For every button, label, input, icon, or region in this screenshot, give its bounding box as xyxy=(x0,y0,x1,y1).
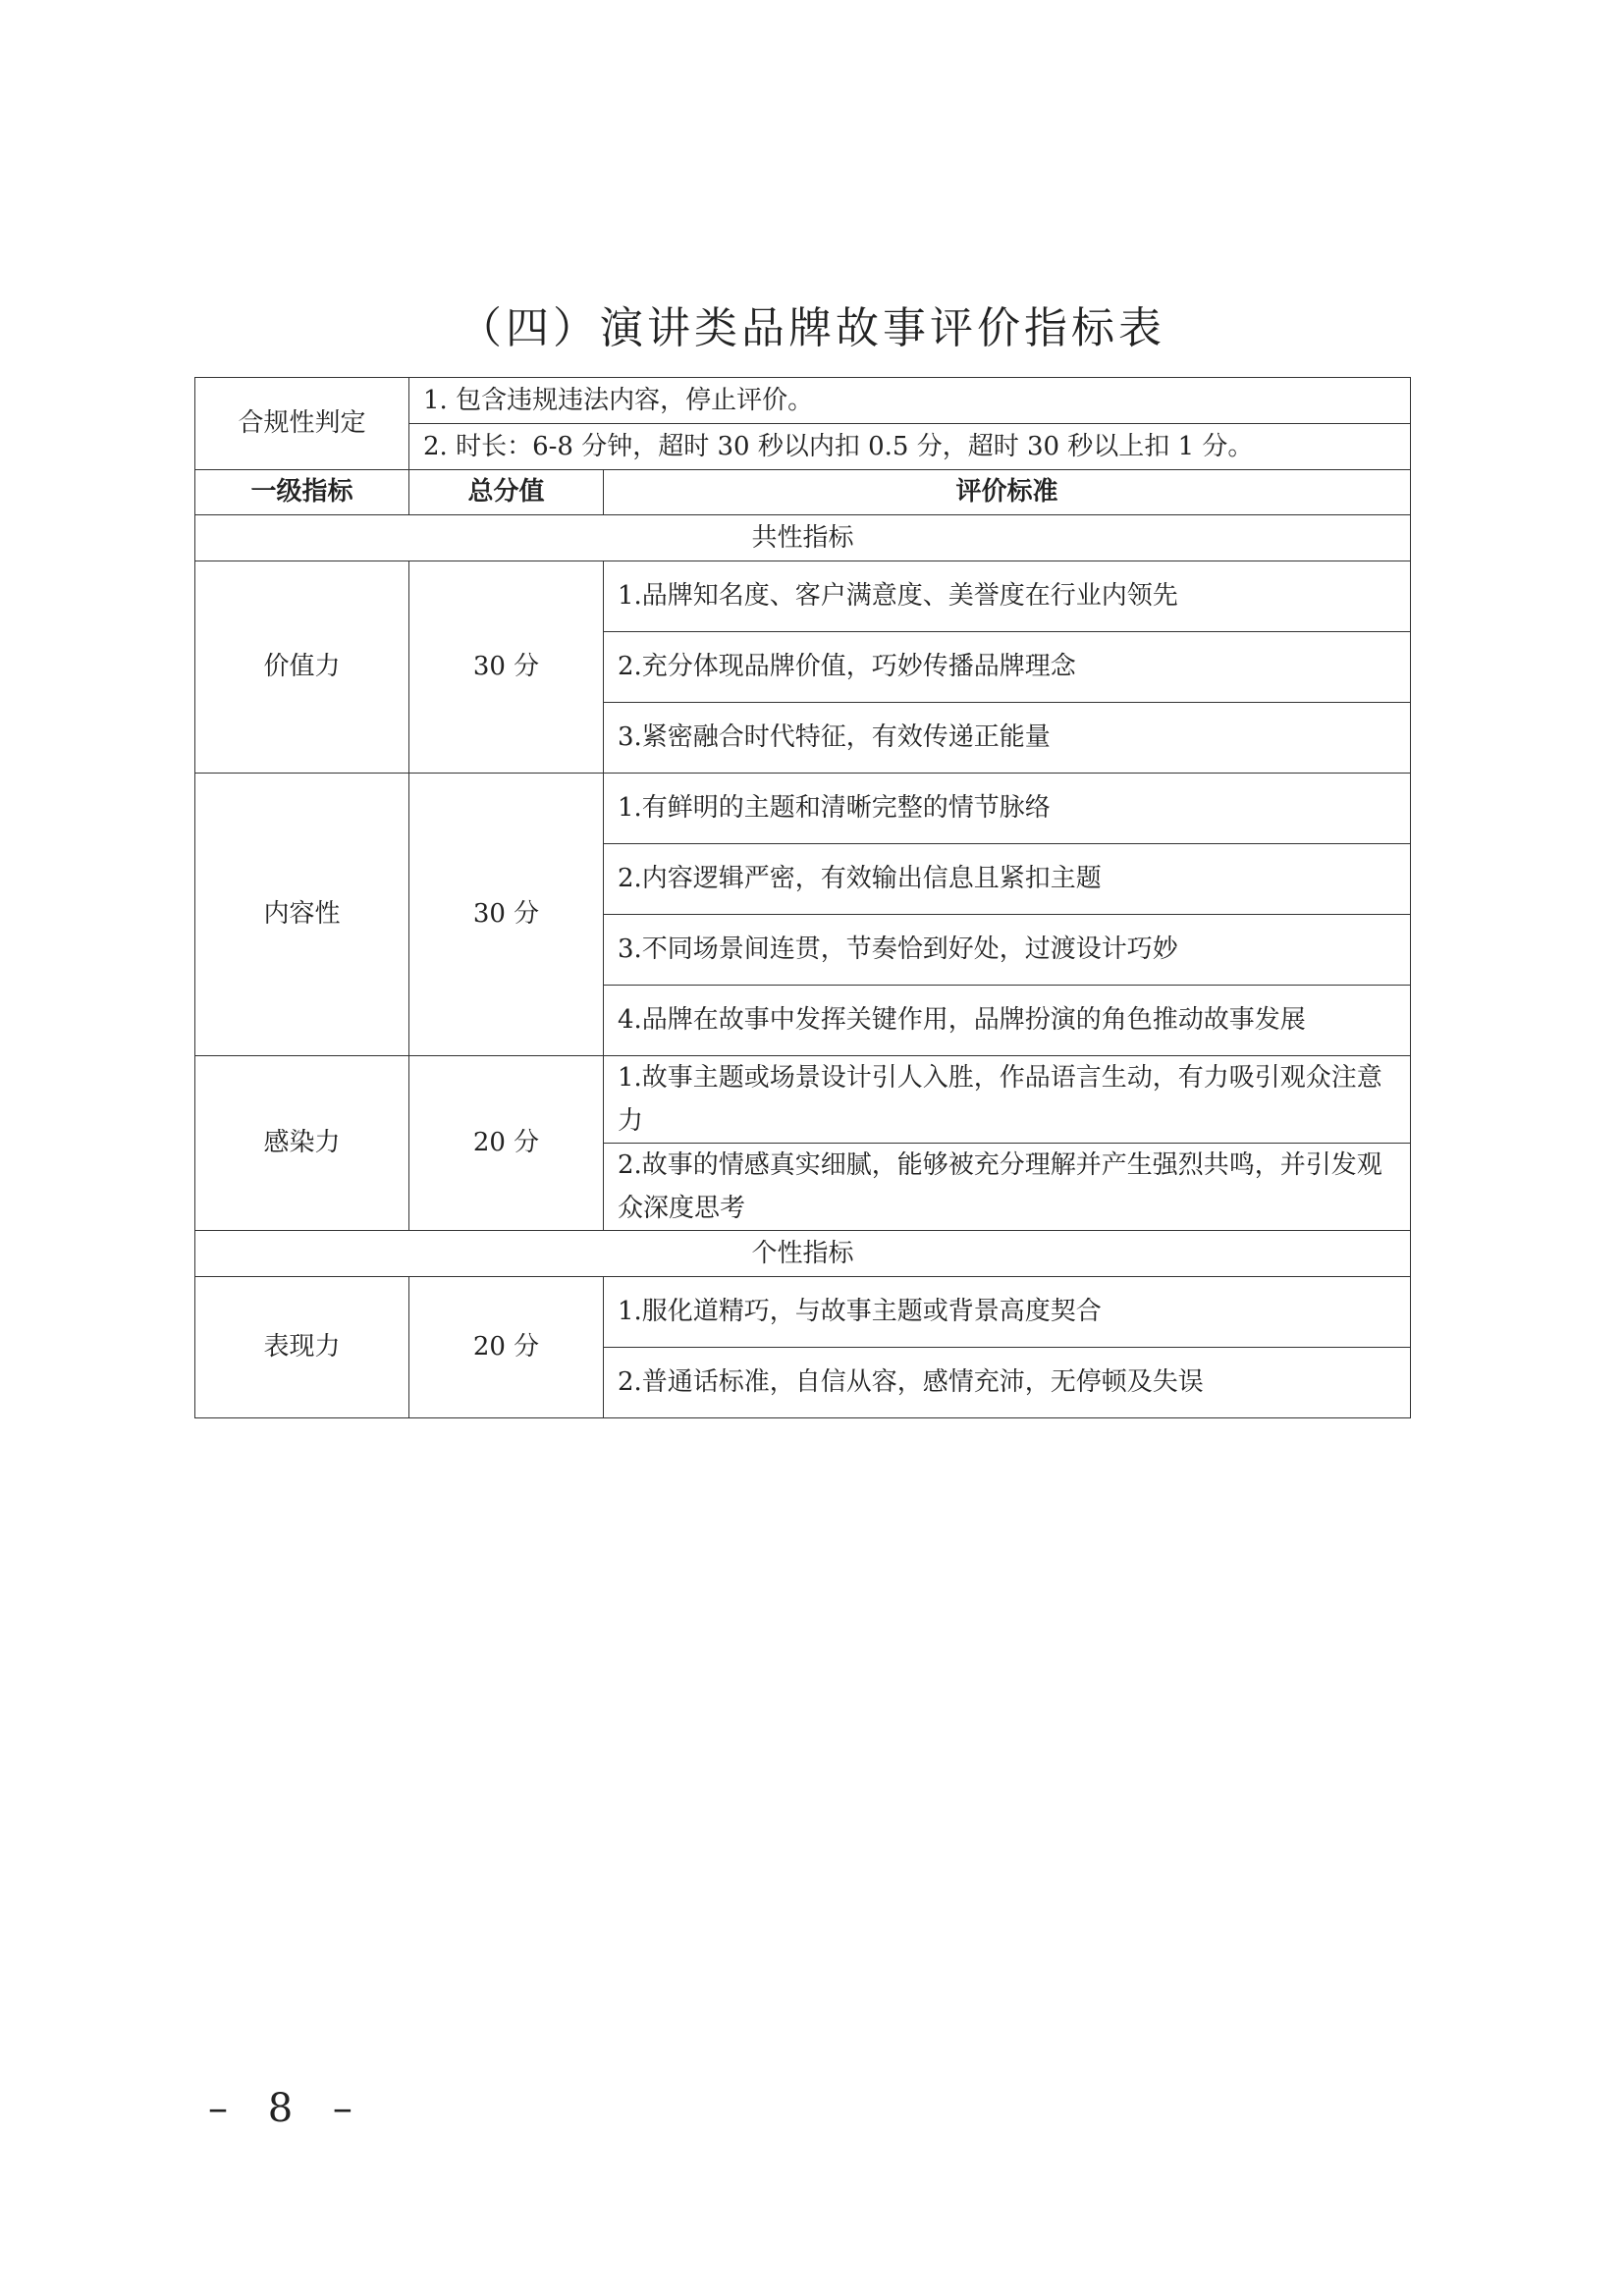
compliance-item: 2. 时长：6-8 分钟，超时 30 秒以内扣 0.5 分，超时 30 秒以上扣 1 分。 xyxy=(409,424,1411,470)
section-label: 个性指标 xyxy=(195,1231,1411,1277)
criterion: 1.品牌知名度、客户满意度、美誉度在行业内领先 xyxy=(604,561,1411,632)
page-title: （四）演讲类品牌故事评价指标表 xyxy=(459,303,1165,353)
indicator-name: 感染力 xyxy=(195,1056,409,1231)
indicator-score: 20 分 xyxy=(409,1056,604,1231)
header-criteria: 评价标准 xyxy=(604,470,1411,515)
criterion: 2.内容逻辑严密，有效输出信息且紧扣主题 xyxy=(604,844,1411,915)
section-label: 共性指标 xyxy=(195,515,1411,561)
criterion: 2.充分体现品牌价值，巧妙传播品牌理念 xyxy=(604,632,1411,703)
indicator-score: 30 分 xyxy=(409,774,604,1056)
table-row xyxy=(195,1277,1411,1348)
table-row xyxy=(195,774,1411,844)
indicator-name: 价值力 xyxy=(195,561,409,774)
criterion: 1.有鲜明的主题和清晰完整的情节脉络 xyxy=(604,774,1411,844)
header-score: 总分值 xyxy=(409,470,604,515)
compliance-label: 合规性判定 xyxy=(195,378,409,470)
criterion: 2.普通话标准，自信从容，感情充沛，无停顿及失误 xyxy=(604,1348,1411,1418)
section-row-individual xyxy=(195,1231,1411,1277)
indicator-score: 20 分 xyxy=(409,1277,604,1418)
table-row xyxy=(195,1056,1411,1144)
table-header-row xyxy=(195,470,1411,515)
compliance-item: 1. 包含违规违法内容，停止评价。 xyxy=(409,378,1411,424)
criterion: 1.服化道精巧，与故事主题或背景高度契合 xyxy=(604,1277,1411,1348)
header-level1: 一级指标 xyxy=(195,470,409,515)
evaluation-table xyxy=(194,377,1411,1418)
indicator-score: 30 分 xyxy=(409,561,604,774)
criterion: 1.故事主题或场景设计引人入胜，作品语言生动，有力吸引观众注意力 xyxy=(604,1056,1411,1144)
indicator-name: 内容性 xyxy=(195,774,409,1056)
criterion: 2.故事的情感真实细腻，能够被充分理解并产生强烈共鸣，并引发观众深度思考 xyxy=(604,1144,1411,1231)
table-row xyxy=(195,561,1411,632)
criterion: 3.不同场景间连贯，节奏恰到好处，过渡设计巧妙 xyxy=(604,915,1411,986)
section-row-common xyxy=(195,515,1411,561)
criterion: 3.紧密融合时代特征，有效传递正能量 xyxy=(604,703,1411,774)
indicator-name: 表现力 xyxy=(195,1277,409,1418)
compliance-row xyxy=(195,378,1411,424)
page-number: – 8 – xyxy=(208,2086,366,2131)
criterion: 4.品牌在故事中发挥关键作用，品牌扮演的角色推动故事发展 xyxy=(604,986,1411,1056)
